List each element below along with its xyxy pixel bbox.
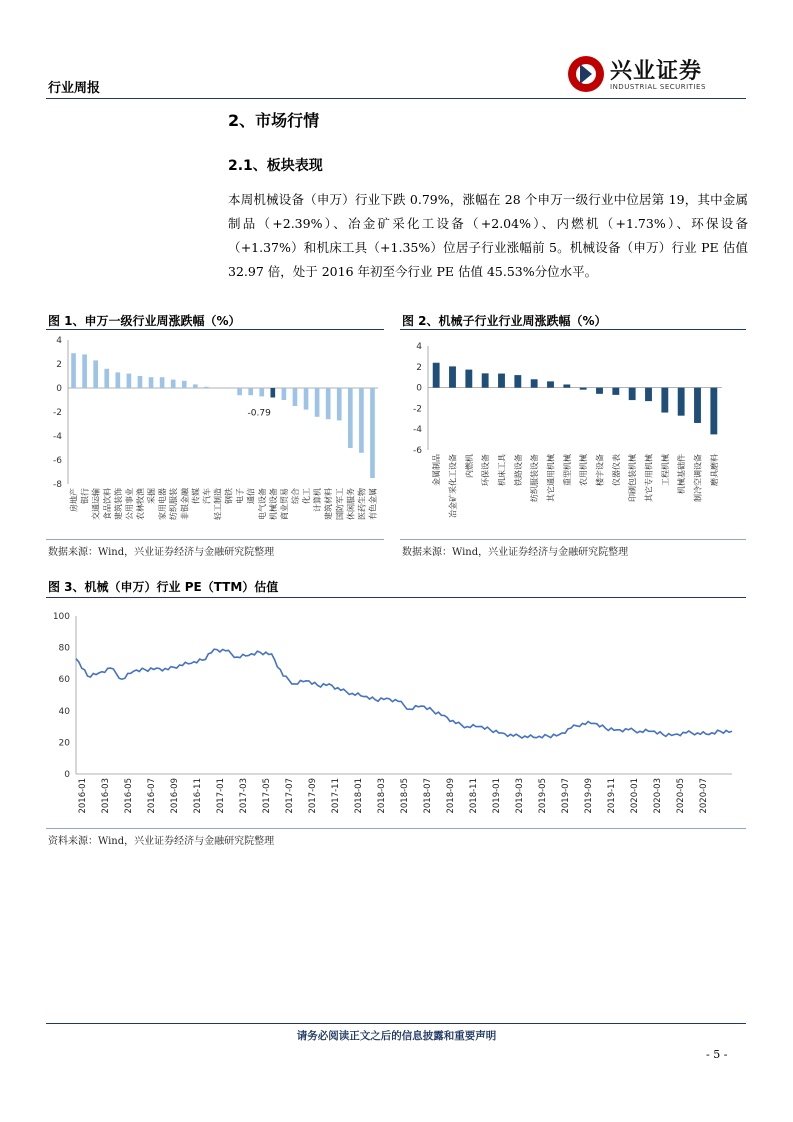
x-tick-label: 2019-09 — [584, 778, 595, 814]
x-tick-label: 化工 — [302, 488, 312, 504]
logo-mark-icon — [566, 54, 606, 94]
bar — [337, 388, 342, 420]
bar — [93, 360, 98, 388]
x-tick-label: 2016-11 — [192, 778, 203, 814]
x-tick-label: 2020-05 — [676, 778, 687, 814]
figure1-title: 图 1、申万一级行业周涨跌幅（%） — [48, 314, 241, 328]
page-number: - 5 - — [706, 1048, 728, 1061]
x-tick-label: 2017-05 — [261, 778, 272, 814]
x-tick-label: 2017-01 — [215, 778, 226, 814]
bar — [596, 388, 603, 394]
y-tick-label: 0 — [64, 770, 70, 780]
y-tick-label: 2 — [416, 362, 422, 373]
figure1-top-rule — [46, 329, 384, 330]
x-tick-label: 建筑装饰 — [113, 488, 123, 520]
x-tick-label: 印刷包装机械 — [628, 454, 638, 502]
y-tick-label: 60 — [58, 675, 70, 686]
x-tick-label: 2016-05 — [123, 778, 134, 814]
bar — [248, 388, 253, 395]
x-tick-label: 2019-11 — [607, 778, 618, 814]
x-tick-label: 2017-07 — [284, 778, 295, 814]
x-tick-label: 纺织服装设备 — [530, 454, 540, 502]
y-tick-label: 20 — [58, 738, 70, 749]
bar — [293, 388, 298, 406]
figure1-source: 数据来源：Wind，兴业证券经济与金融研究院整理 — [48, 547, 275, 558]
machinery-pe-ttm-chart — [46, 600, 746, 826]
x-tick-label: 综合 — [290, 488, 300, 504]
y-tick-label: -2 — [53, 408, 62, 418]
bar — [465, 370, 472, 388]
x-tick-label: 2018-03 — [376, 778, 387, 814]
x-tick-label: 2020-07 — [699, 778, 710, 814]
bar — [304, 388, 309, 410]
bar — [498, 374, 505, 388]
x-tick-label: 2017-09 — [307, 778, 318, 814]
x-tick-label: 2018-11 — [469, 778, 480, 814]
bar — [580, 388, 587, 390]
bar — [160, 377, 165, 388]
x-tick-label: 休闲服务 — [346, 488, 356, 520]
x-tick-label: 国防军工 — [335, 488, 345, 520]
bar — [282, 388, 287, 400]
bar — [138, 376, 143, 388]
y-tick-label: -6 — [413, 446, 422, 456]
x-tick-label: 2019-03 — [515, 778, 526, 814]
bar — [547, 381, 554, 387]
bar — [482, 373, 489, 387]
y-tick-label: -2 — [413, 404, 422, 415]
bar — [710, 388, 717, 435]
x-tick-label: 2018-09 — [446, 778, 457, 814]
x-tick-label: 2016-01 — [77, 778, 88, 814]
bar — [204, 387, 209, 388]
x-tick-label: 冶金矿采化工设备 — [448, 454, 458, 518]
x-tick-label: 食品饮料 — [102, 488, 112, 520]
bar — [182, 381, 187, 388]
x-tick-label: 仪器仪表 — [611, 454, 621, 486]
logo-english-name: INDUSTRIAL SECURITIES — [610, 83, 706, 91]
x-tick-label: 计算机 — [313, 488, 323, 512]
bar — [82, 354, 87, 388]
y-tick-label: 4 — [56, 336, 62, 346]
y-tick-label: 80 — [58, 643, 70, 654]
bar — [259, 388, 264, 396]
x-tick-label: 2020-03 — [653, 778, 664, 814]
x-tick-label: 医药生物 — [357, 488, 367, 520]
disclaimer-note: 请务必阅读正文之后的信息披露和重要声明 — [296, 1030, 497, 1042]
y-tick-label: -4 — [413, 425, 422, 436]
x-tick-label: 农林牧渔 — [135, 488, 145, 520]
bar — [661, 388, 668, 413]
x-tick-label: 机床工具 — [497, 454, 507, 486]
x-tick-label: 非银金融 — [180, 488, 190, 520]
bar — [226, 388, 231, 389]
x-tick-label: 环保设备 — [481, 454, 491, 486]
y-tick-label: 2 — [56, 360, 62, 370]
x-tick-label: 其它通用机械 — [546, 454, 556, 502]
industry-weekly-change-chart — [44, 332, 384, 537]
figure3-bottom-rule — [46, 828, 746, 829]
bar — [127, 374, 132, 388]
x-tick-label: 机械设备 — [268, 488, 278, 520]
x-tick-label: 内燃机 — [464, 454, 474, 478]
bar — [171, 380, 176, 388]
x-tick-label: 楼宇设备 — [595, 454, 605, 486]
x-tick-label: 制冷空调设备 — [693, 454, 703, 502]
x-tick-label: 汽车 — [202, 488, 212, 504]
bar — [645, 388, 652, 402]
x-tick-label: 2019-01 — [492, 778, 503, 814]
y-tick-label: 0 — [56, 384, 62, 394]
x-tick-label: 磨具磨料 — [709, 454, 719, 486]
figure2-bottom-rule — [400, 539, 746, 540]
x-tick-label: 纺织服装 — [169, 488, 179, 520]
x-tick-label: 2018-07 — [423, 778, 434, 814]
section-heading: 2、市场行情 — [228, 111, 320, 130]
x-tick-label: 重型机械 — [562, 454, 572, 486]
bar — [315, 388, 320, 417]
y-tick-label: -4 — [53, 432, 62, 442]
x-tick-label: 2019-07 — [561, 778, 572, 814]
x-tick-label: 银行 — [80, 488, 90, 504]
x-tick-label: 金属制品 — [432, 454, 442, 486]
data-label: -0.79 — [247, 408, 271, 419]
bar — [678, 388, 685, 416]
x-tick-label: 铁路设备 — [513, 454, 523, 486]
bar — [115, 372, 120, 388]
x-tick-label: 有色金属 — [368, 488, 378, 520]
bar — [694, 388, 701, 423]
bar — [433, 363, 440, 388]
x-tick-label: 电子 — [235, 488, 245, 504]
x-tick-label: 轻工制造 — [213, 488, 223, 520]
y-tick-label: -8 — [53, 480, 62, 490]
bar — [71, 353, 76, 388]
header-divider — [46, 98, 746, 99]
logo-name: 兴业证券 — [610, 59, 703, 84]
bar — [359, 388, 364, 453]
x-tick-label: 房地产 — [69, 488, 79, 512]
report-type-label: 行业周报 — [48, 81, 101, 96]
bar — [237, 388, 242, 395]
bar — [348, 388, 353, 448]
figure2-source: 数据来源：Wind，兴业证券经济与金融研究院整理 — [402, 547, 629, 558]
x-tick-label: 传媒 — [191, 488, 201, 504]
footer-divider — [46, 1023, 746, 1024]
x-tick-label: 通信 — [246, 488, 256, 504]
bar — [270, 388, 275, 397]
y-tick-label: -6 — [53, 456, 62, 466]
x-tick-label: 交通运输 — [91, 488, 101, 520]
x-tick-label: 2018-05 — [400, 778, 410, 814]
bar — [629, 388, 636, 400]
x-tick-label: 其它专用机械 — [644, 454, 654, 502]
bar — [149, 377, 154, 388]
x-tick-label: 2016-07 — [146, 778, 157, 814]
bar — [326, 388, 331, 419]
y-tick-label: 100 — [52, 612, 70, 622]
y-tick-label: 4 — [416, 342, 422, 352]
machinery-subindustry-change-chart — [400, 332, 746, 537]
pe-series-line — [76, 649, 732, 738]
x-tick-label: 电气设备 — [257, 488, 267, 520]
section-paragraph: 本周机械设备（申万）行业下跌 0.79%，涨幅在 28 个申万一级行业中位居第 19，其中金属制品（+2.39%）、冶金矿采化工设备（+2.04%）、内燃机（+1.73%）、环保设备（+1.37%）和机床工具（+1.35%）位居子行业涨幅前 5。机械设备（申万）行业 PE 估值 32.97 倍，处于 2016 年初至今行业 PE 估值 45.53%分位水平。 — [228, 192, 748, 279]
x-tick-label: 2016-03 — [100, 778, 111, 814]
x-tick-label: 2019-05 — [538, 778, 549, 814]
x-tick-label: 采掘 — [147, 488, 157, 504]
x-tick-label: 商业贸易 — [279, 488, 289, 520]
bar — [612, 388, 619, 395]
bar — [104, 369, 109, 388]
bar — [193, 384, 198, 388]
bar — [531, 379, 538, 387]
bar — [514, 375, 521, 387]
bar — [449, 366, 456, 387]
x-tick-label: 机械基础件 — [677, 454, 687, 494]
x-tick-label: 2017-03 — [238, 778, 249, 814]
x-tick-label: 2017-11 — [330, 778, 341, 814]
y-tick-label: 40 — [58, 706, 70, 717]
y-tick-label: 0 — [416, 383, 422, 394]
x-tick-label: 公用事业 — [124, 488, 134, 520]
figure3-top-rule — [46, 597, 746, 598]
company-logo — [566, 50, 746, 98]
figure3-title: 图 3、机械（申万）行业 PE（TTM）估值 — [48, 580, 279, 594]
x-tick-label: 工程机械 — [660, 454, 670, 486]
x-tick-label: 2018-01 — [353, 778, 364, 814]
figure2-top-rule — [400, 329, 746, 330]
bar — [370, 388, 375, 478]
x-tick-label: 2020-01 — [630, 778, 641, 814]
bar — [215, 387, 220, 388]
x-tick-label: 建筑材料 — [324, 488, 334, 520]
figure1-bottom-rule — [46, 539, 384, 540]
figure2-title: 图 2、机械子行业行业周涨跌幅（%） — [402, 314, 607, 328]
x-tick-label: 2016-09 — [169, 778, 180, 814]
section-subheading: 2.1、板块表现 — [228, 158, 323, 174]
x-tick-label: 农用机械 — [579, 454, 589, 486]
x-tick-label: 家用电器 — [158, 488, 168, 520]
bar — [563, 384, 570, 387]
x-tick-label: 钢铁 — [224, 488, 234, 504]
figure3-source: 资料来源：Wind，兴业证券经济与金融研究院整理 — [48, 836, 275, 847]
